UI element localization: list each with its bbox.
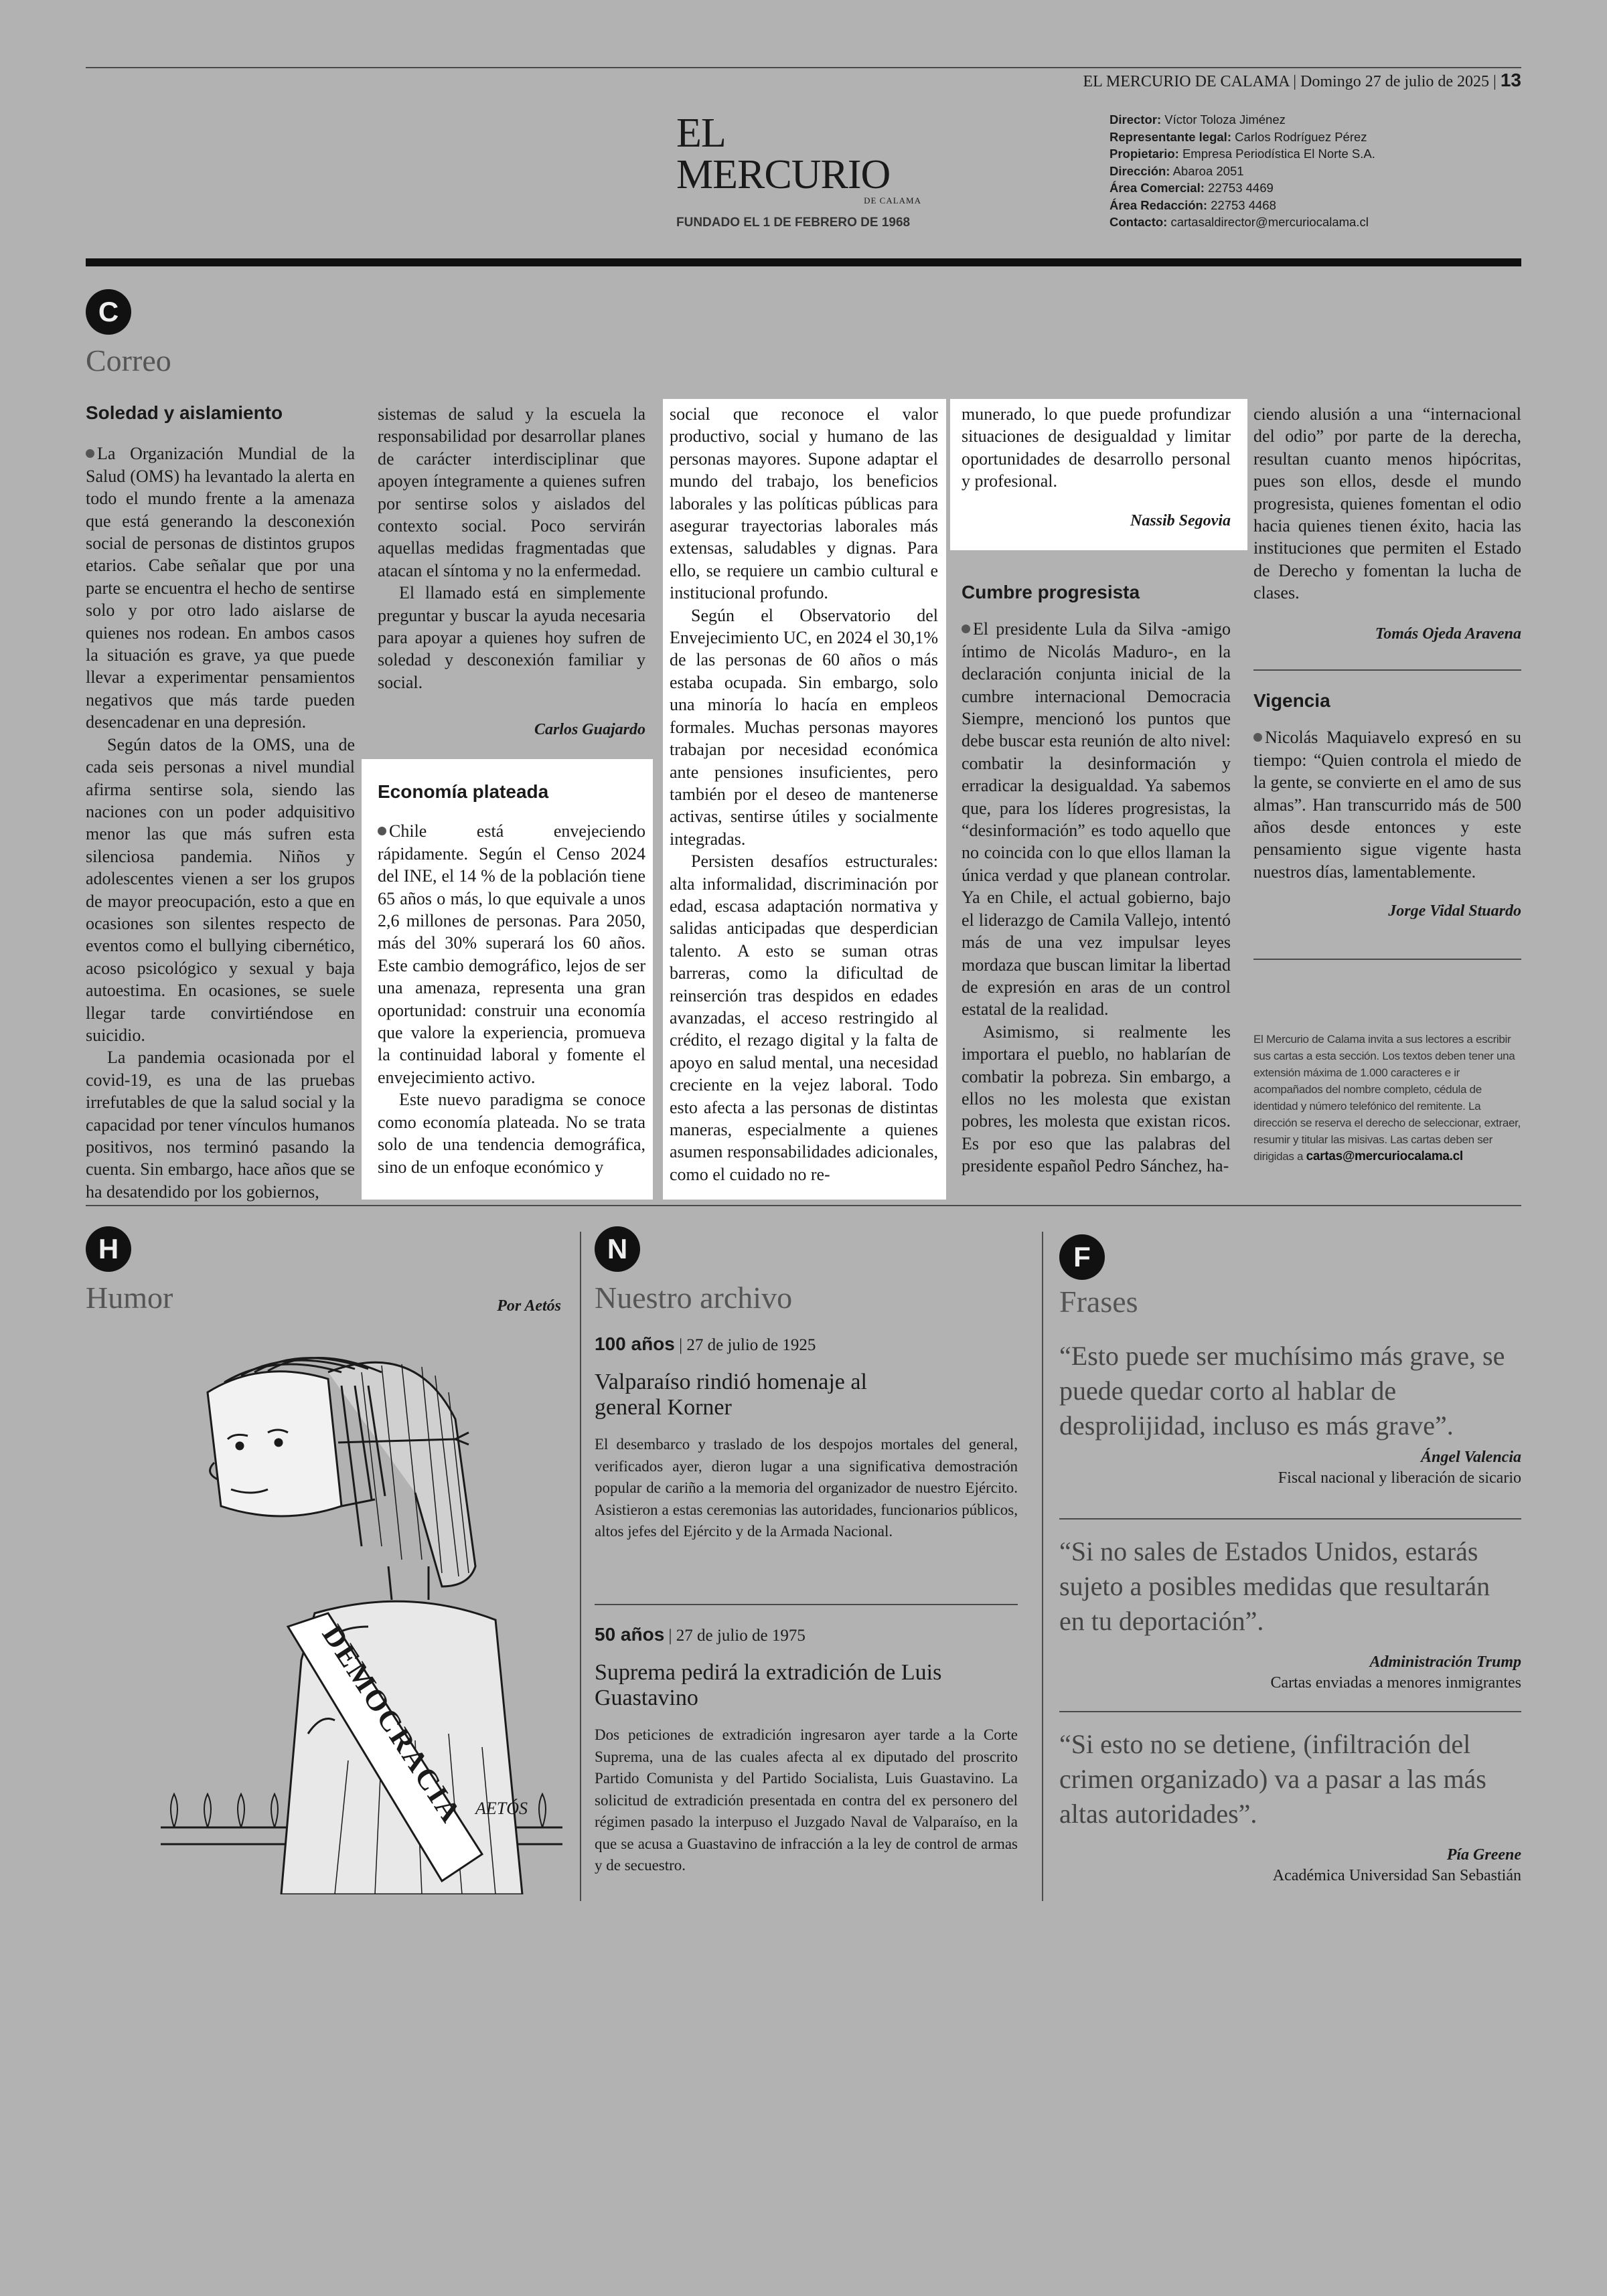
letter-heading: Vigencia	[1253, 690, 1330, 711]
notice-email[interactable]: cartas@mercuriocalama.cl	[1306, 1149, 1463, 1163]
letter-paragraph: Según el Observatorio del Envejecimiento UC, en 2024 el 30,1% de las personas de 60 años o más estaba ocupada. Sin embargo, solo una minoría lo hacía en empleos formales. Muchas personas mayores trabajan por necesidad económica ante pensiones insuficientes, pero también por el deseo de mantenerse activas, sentirse útiles y socialmente integradas.	[670, 605, 938, 849]
humor-byline: Por Aetós	[497, 1297, 561, 1315]
letter-paragraph	[1253, 726, 1521, 883]
staff-line	[1109, 129, 1484, 146]
staff-label: Área Comercial:	[1109, 181, 1205, 195]
frases-title: Frases	[1059, 1285, 1138, 1319]
section-rule	[86, 1205, 1521, 1206]
quote-role: Académica Universidad San Sebastián	[1272, 1867, 1521, 1884]
running-head-separator: |	[1293, 73, 1301, 90]
cartoon	[161, 1345, 562, 1894]
letter-heading: Cumbre progresista	[962, 582, 1140, 602]
staff-line	[1109, 163, 1484, 180]
humor-title: Humor	[86, 1281, 173, 1315]
archivo-years: 100 años	[595, 1333, 675, 1354]
cartoon-signature: AETÓS	[475, 1799, 528, 1818]
letter-paragraph: Este nuevo paradigma se conoce como economía plateada. No se trata solo de una tendencia demográfica, sino de un enfoque económico y	[378, 1090, 645, 1177]
letter-paragraph	[962, 618, 1231, 1020]
archivo-entry-2	[595, 1624, 1018, 1877]
letter-signature: Carlos Guajardo	[534, 721, 645, 739]
staff-line	[1109, 197, 1484, 214]
bullet-icon	[378, 827, 386, 835]
paragraph-text: La Organización Mundial de la Salud (OMS) ha levantado la alerta en todo el mundo frente a la amenaza que está generando la desconexión social de personas de distintos grupos etarios. Cabe señalar que por una parte se encuentra el hecho de sentirse solo y por otro lado aislarse de quienes nos rodean. En ambos casos la situación es grave, ya que puede llevar a experimentar pensamientos negativos que más tarde pueden desencadenar en una depresión.	[86, 444, 355, 732]
divider	[1253, 669, 1521, 671]
archivo-text: El desembarco y traslado de los despojos mortales del general, verificados ayer, dieron lugar a una significativa demostración popular de cariño a la memoria del organizador de nuestro Ejército. Asistieron a estas ceremonias las autoridades, funcionarios públicos, altos jefes del Ejército y de la Armada Nacional.	[595, 1436, 1018, 1540]
divider	[1059, 1711, 1521, 1712]
paragraph-text: El presidente Lula da Silva -amigo íntimo de Nicolás Maduro-, en la declaración conjunta inicial de la cumbre internacional Democracia Siempre, mencionó los puntos que debe buscar esta reunión de alto nivel: combatir la desinformación y erradicar la desigualdad. Ya sabemos que, para los líderes progresistas, la “desinformación” es todo aquello que no coincida con lo que ellos llaman la única verdad y que planean controlar. Ya en Chile, el actual gobierno, bajo el liderazgo de Camila Vallejo, intentó más de una vez impulsar leyes mordaza que buscan limitar la libertad de expresión en aras de un control estatal de la realidad.	[962, 619, 1231, 1019]
humor-badge: H	[86, 1226, 131, 1272]
archivo-headline: Suprema pedirá la extradición de Luis Guastavino	[595, 1660, 942, 1710]
staff-line	[1109, 214, 1484, 231]
archivo-badge: N	[595, 1226, 640, 1272]
frases-badge: F	[1059, 1234, 1105, 1280]
letter-paragraph	[378, 820, 645, 1088]
page-number: 13	[1500, 70, 1521, 90]
quote-author: Administración Trump	[1369, 1653, 1521, 1671]
letter-economia-col2	[378, 781, 645, 1178]
staff-value: 22753 4468	[1211, 197, 1276, 212]
letter-soledad-col2	[378, 403, 645, 742]
paragraph-text: Chile está envejeciendo rápidamente. Según el Censo 2024 del INE, el 14 % de la población tiene 65 años o más, lo que equivale a unos 2,6 millones de personas. Para 2050, más del 30% superará los 60 años. Este cambio demográfico, lejos de ser una amenaza, representa una gran oportunidad: construir una economía que valore la experiencia, promueva la continuidad laboral y fomente el envejecimiento activo.	[378, 821, 645, 1087]
running-head-date: Domingo 27 de julio de 2025	[1300, 73, 1490, 90]
staff-value: Empresa Periodística El Norte S.A.	[1182, 147, 1375, 161]
logo-main: EL MERCURIO	[676, 110, 891, 197]
letter-paragraph: social que reconoce el valor productivo, social y humano de las personas mayores. Supone adaptar el mundo del trabajo, los beneficios laborales y las políticas públicas para asegurar trayectorias laborales más extensas, saludables y dignas. Para ello, se requiere un cambio cultural e institucional profundo.	[670, 404, 938, 603]
quote-3	[1059, 1727, 1521, 1885]
bullet-icon	[1253, 733, 1262, 742]
letter-signature: Jorge Vidal Stuardo	[1388, 902, 1521, 920]
letters-notice	[1253, 1031, 1521, 1165]
archivo-headline: Valparaíso rindió homenaje al general Korner	[595, 1370, 867, 1420]
archivo-date: 27 de julio de 1975	[676, 1627, 806, 1645]
letter-signature: Nassib Segovia	[1130, 511, 1231, 529]
staff-label: Área Redacción:	[1109, 197, 1207, 212]
letter-cumbre-col5	[1253, 403, 1521, 645]
quote-text: “Esto puede ser muchísimo más grave, se puede quedar corto al hablar de desprolijidad, incluso es más grave”.	[1059, 1341, 1505, 1441]
letter-paragraph: ciendo alusión a una “internacional del odio” por parte de la derecha, resultan cuanto menos hipócritas, pues son ellos, desde el mundo progresista, quienes fomentan el odio hacia quienes tienen éxito, hacia las instituciones que permiten el Estado de Derecho y fomentan la lucha de clases.	[1253, 404, 1521, 603]
staff-label: Contacto:	[1109, 215, 1168, 229]
staff-line	[1109, 179, 1484, 197]
archivo-text: Dos peticiones de extradición ingresaron ayer tarde a la Corte Suprema, una de las cuales afecta al ex diputado del proscrito Partido Comunista y del Partido Socialista, Luis Guastavino. La solicitud de extradición presentada en contra del ex personero del régimen pasado la interpuso el Juzgado Naval de Valparaíso, en la que se acusa a Guastavino de infracción a la ley de control de armas y de secuestro.	[595, 1726, 1018, 1874]
masthead-logo	[676, 112, 931, 230]
quote-1	[1059, 1339, 1521, 1487]
staff-line	[1109, 111, 1484, 129]
quote-text: “Si no sales de Estados Unidos, estarás sujeto a posibles medidas que resultarán en tu deportación”.	[1059, 1536, 1490, 1636]
staff-label: Director:	[1109, 112, 1162, 127]
column-divider	[1042, 1232, 1043, 1901]
staff-value: Carlos Rodríguez Pérez	[1235, 129, 1367, 144]
staff-label: Dirección:	[1109, 163, 1170, 178]
divider	[1253, 959, 1521, 960]
letter-heading: Economía plateada	[378, 781, 549, 802]
letter-signature: Tomás Ojeda Aravena	[1375, 625, 1521, 643]
staff-value: Abaroa 2051	[1172, 163, 1244, 178]
staff-value: 22753 4469	[1208, 181, 1274, 195]
letter-cumbre	[962, 581, 1231, 1177]
paragraph-text: Nicolás Maquiavelo expresó en su tiempo: “Quien controla el miedo de la gente, se convierte en el amo de sus almas”. Han transcurrido más de 500 años desde entonces y este pensamiento sigue vigente hasta nuestros días, lamentablemente.	[1253, 728, 1521, 882]
founded-line: FUNDADO EL 1 DE FEBRERO DE 1968	[676, 216, 911, 230]
running-head	[1083, 70, 1521, 91]
staff-label: Propietario:	[1109, 147, 1179, 161]
divider	[595, 1604, 1018, 1605]
quote-role: Fiscal nacional y liberación de sicario	[1278, 1469, 1521, 1487]
bullet-icon	[962, 625, 970, 633]
letter-paragraph: Asimismo, si realmente les importara el pueblo, no hablarían de combatir la pobreza. Sin embargo, a ellos no les molesta que existan pobres, les molesta que existan ricos. Es por eso que las palabras del presidente español Pedro Sánchez, ha-	[962, 1021, 1231, 1176]
letter-paragraph: El llamado está en simplemente preguntar y buscar la ayuda necesaria para apoyar a quienes hoy sufren de soledad y desconexión familiar y social.	[378, 583, 645, 692]
staff-box	[1109, 111, 1484, 231]
letter-vigencia	[1253, 689, 1521, 923]
archivo-date-line: 50 años | 27 de julio de 1975	[595, 1624, 806, 1645]
correo-title: Correo	[86, 343, 171, 378]
staff-line	[1109, 145, 1484, 163]
letter-heading: Soledad y aislamiento	[86, 402, 283, 423]
letter-paragraph: sistemas de salud y la escuela la responsabilidad por desarrollar planes de carácter interdisciplinar que apoyen íntegramente a quienes sufren por sentirse solos y aislados del contexto social. Poco servirán aquellas medidas fragmentadas que atacan el síntoma y no la enfermedad.	[378, 404, 645, 580]
staff-value: Víctor Toloza Jiménez	[1164, 112, 1286, 127]
letter-economia-col3	[670, 403, 938, 1185]
divider	[1059, 1518, 1521, 1520]
running-head-paper: EL MERCURIO DE CALAMA	[1083, 73, 1290, 90]
masthead-thick-rule	[86, 258, 1521, 266]
letter-paragraph: munerado, lo que puede profundizar situaciones de desigualdad y limitar oportunidades de desarrollo personal y profesional.	[962, 404, 1231, 491]
cartoon-sash-text: DEMOCRACIA	[315, 1619, 469, 1830]
running-head-separator: |	[1493, 73, 1501, 90]
column-divider	[580, 1232, 581, 1901]
letter-paragraph: Según datos de la OMS, una de cada seis personas a nivel mundial afirma sentirse sola, siendo las naciones con un poder adquisitivo menor las que más sufren esta silenciosa pandemia. Niños y adolescentes vienen a ser los grupos de mayor preocupación, esto a que en ocasiones son silentes respecto de eventos como el bullying cibernético, acoso psicológico y sexual y baja autoestima. En ocasiones, se suele llegar tarde convirtiéndose en suicidio.	[86, 734, 355, 1045]
letter-soledad-col1	[86, 402, 355, 1203]
quote-text: “Si esto no se detiene, (infiltración del crimen organizado) va a pasar a las más altas autoridades”.	[1059, 1729, 1486, 1829]
staff-value: cartasaldirector@mercuriocalama.cl	[1170, 215, 1369, 229]
letter-economia-col4	[962, 403, 1231, 532]
archivo-date-line: 100 años | 27 de julio de 1925	[595, 1333, 816, 1354]
archivo-date: 27 de julio de 1925	[686, 1336, 816, 1354]
quote-role: Cartas enviadas a menores inmigrantes	[1270, 1674, 1521, 1692]
quote-2	[1059, 1534, 1521, 1692]
correo-badge: C	[86, 289, 131, 335]
letter-paragraph: Persisten desafíos estructurales: alta informalidad, discriminación por edad, escasa adaptación normativa y salidas anticipadas que desperdician talento. A esto se suman otras barreras, como la dificultad de reinserción tras despidos en edades avanzadas, el acceso restringido al crédito, el rezago digital y la falta de apoyo en salud mental, una necesidad creciente en la vejez laboral. Todo esto afecta a las personas de distintas maneras, especialmente a quienes asumen responsabilidades adicionales, como el cuidado no re-	[670, 851, 938, 1184]
quote-author: Ángel Valencia	[1420, 1449, 1521, 1466]
staff-label: Representante legal:	[1109, 129, 1231, 144]
archivo-title: Nuestro archivo	[595, 1281, 793, 1315]
letter-paragraph: La pandemia ocasionada por el covid-19, es una de las pruebas irrefutables de que la salud social y la capacidad por tener vínculos humanos positivos, nos terminó pasando la cuenta. Sin embargo, hace años que se ha desatendido por los gobiernos,	[86, 1048, 355, 1202]
cartoon-drawing	[161, 1345, 562, 1894]
top-rule	[86, 67, 1521, 68]
quote-author: Pía Greene	[1446, 1846, 1521, 1864]
logo-sub: DE CALAMA	[864, 195, 921, 206]
bullet-icon	[86, 449, 94, 458]
letter-paragraph	[86, 442, 355, 733]
archivo-entry-1	[595, 1333, 1018, 1543]
archivo-years: 50 años	[595, 1624, 665, 1645]
notice-text: El Mercurio de Calama invita a sus lectores a escribir sus cartas a esta sección. Los textos deben tener una extensión máxima de 1.000 caracteres e ir acompañados del nombre completo, cédula de identidad y número telefónico del remitente. La dirección se reserva el derecho de seleccionar, extraer, resumir y titular las misivas. Las cartas deben ser dirigidas a	[1253, 1033, 1521, 1163]
